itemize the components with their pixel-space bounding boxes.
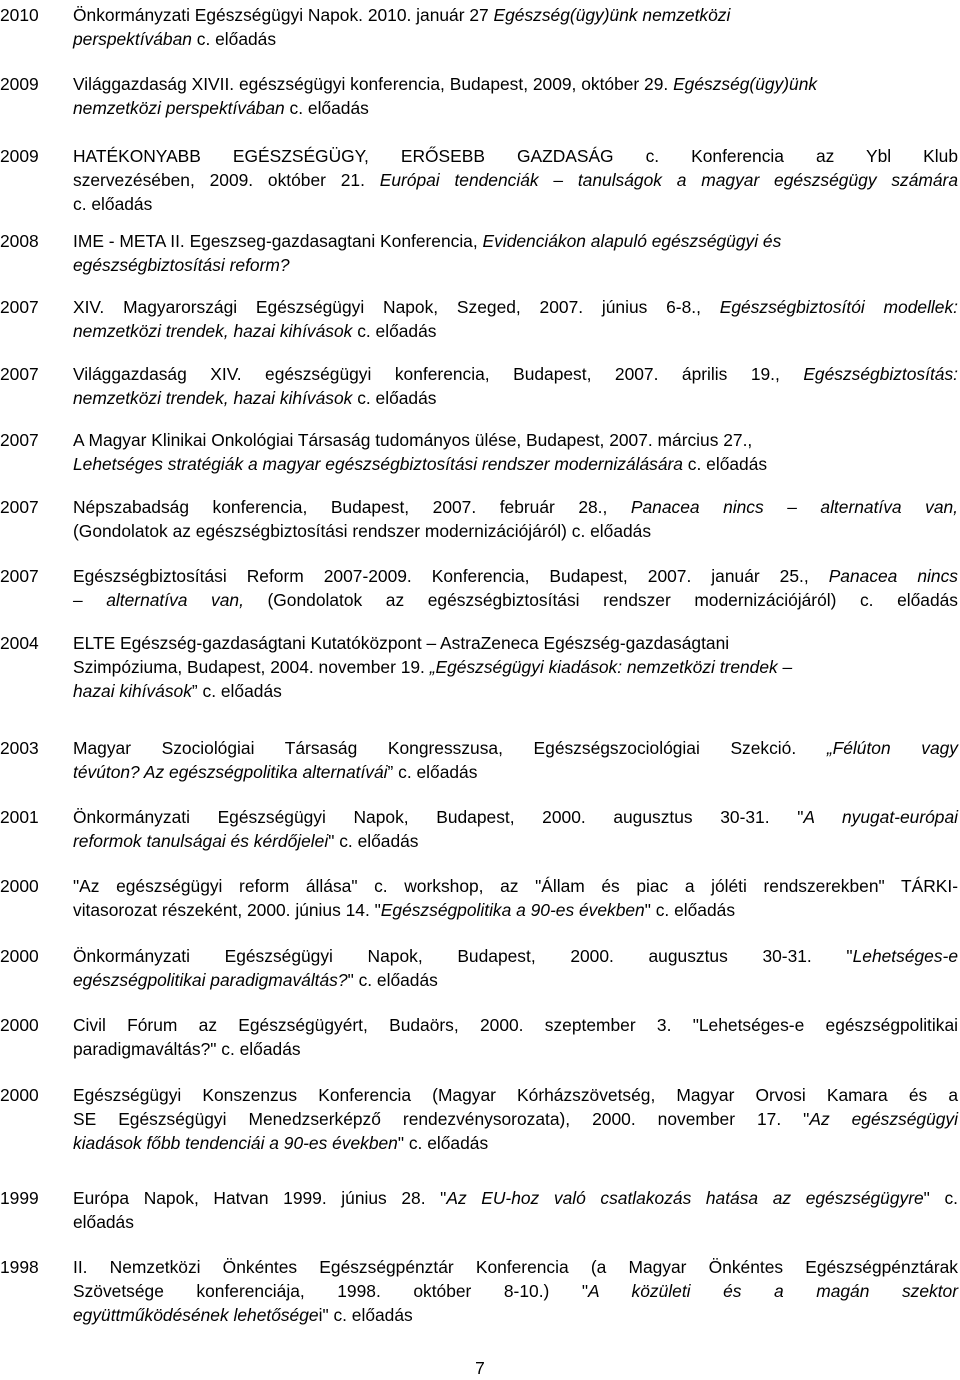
text-segment: A Magyar Klinikai Onkológiai Társaság tudományos ülése, Budapest, 2007. március 27., <box>73 430 753 450</box>
entry-year: 2003 <box>0 738 39 758</box>
entry-line <box>73 229 958 253</box>
entry-year: 2007 <box>0 497 39 517</box>
entry-line <box>73 1107 958 1131</box>
italic-title-segment: nemzetközi trendek, hazai kihívások <box>73 388 353 408</box>
text-segment: ” c. előadás <box>387 762 478 782</box>
entry-text <box>73 362 958 410</box>
text-segment: IME - META II. Egeszseg-gazdasagtani Konferencia, <box>73 231 483 251</box>
italic-title-segment: nemzetközi perspektívában <box>73 98 285 118</box>
italic-title-segment: perspektívában <box>73 29 192 49</box>
entry-line <box>73 96 958 120</box>
text-segment: ELTE Egészség-gazdaságtani Kutatóközpont – AstraZeneca Egészség-gazdaságtani <box>73 633 730 653</box>
entry-line <box>73 3 958 27</box>
italic-title-segment: Lehetséges stratégiák a magyar egészségbiztosítási rendszer modernizálására <box>73 454 683 474</box>
page-number: 7 <box>475 1358 485 1378</box>
entry-text <box>73 1013 958 1061</box>
italic-title-segment: Panacea nincs <box>828 566 958 586</box>
italic-title-segment: A közületi és a magán szektor <box>588 1281 958 1301</box>
entry-line <box>73 874 958 898</box>
entry-line <box>73 253 958 277</box>
italic-title-segment: reformok tanulságai és kérdőjelei <box>73 831 329 851</box>
text-segment: szervezésében, 2009. október 21. <box>73 170 380 190</box>
text-segment: II. Nemzetközi Önkéntes Egészségpénztár Konferencia (a Magyar Önkéntes Egészségpénztárak <box>73 1257 958 1277</box>
italic-title-segment: Egészségpolitika a 90-es években <box>380 900 645 920</box>
entry-year: 2000 <box>0 1085 39 1105</box>
italic-title-segment: Európai tendenciák – tanulságok a magyar egészségügy számára <box>379 170 958 190</box>
entry-line <box>73 495 958 519</box>
text-segment: c. előadás <box>682 454 768 474</box>
text-segment: " c. <box>923 1188 958 1208</box>
entry-line <box>73 386 958 410</box>
entry-text <box>73 805 958 853</box>
entry-line <box>73 968 958 992</box>
text-segment: Egészségbiztosítási Reform 2007-2009. Konferencia, Budapest, 2007. január 25., <box>73 566 829 586</box>
entry-text <box>73 1083 958 1155</box>
text-segment: HATÉKONYABB EGÉSZSÉGÜGY, ERŐSEBB GAZDASÁG c. Konferencia az Ybl Klub <box>73 146 958 166</box>
entry-line <box>73 1303 958 1327</box>
entry-line <box>73 805 958 829</box>
entry-year: 2007 <box>0 364 39 384</box>
italic-title-segment: Egészségbiztosítói modellek: <box>719 297 958 317</box>
entry-year: 1998 <box>0 1257 39 1277</box>
italic-title-segment: egészségbiztosítási reform? <box>73 255 290 275</box>
entry-line <box>73 679 958 703</box>
italic-title-segment: együttműködésének lehetősége <box>73 1305 319 1325</box>
entry-line <box>73 192 958 216</box>
entry-text <box>73 1186 958 1234</box>
italic-title-segment: Lehetséges-e <box>852 946 958 966</box>
text-segment: Szimpóziuma, Budapest, 2004. november 19. <box>73 657 430 677</box>
entry-text <box>73 1255 958 1327</box>
entry-line <box>73 655 958 679</box>
text-segment: Szövetsége konferenciája, 1998. október 8-10.) " <box>73 1281 589 1301</box>
text-segment: Világgazdaság XIVII. egészségügyi konferencia, Budapest, 2009, október 29. <box>73 74 674 94</box>
entry-text <box>73 229 958 277</box>
entry-year: 2000 <box>0 1015 39 1035</box>
entry-text <box>73 3 958 51</box>
text-segment: c. előadás <box>352 321 437 341</box>
entry-line <box>73 760 958 784</box>
entry-text <box>73 564 958 612</box>
entry-line <box>73 1279 958 1303</box>
entry-text <box>73 72 958 120</box>
entry-line <box>73 1255 958 1279</box>
entry-text <box>73 874 958 922</box>
italic-title-segment: Az EU-hoz való csatlakozás hatása az egészségügyre <box>446 1188 924 1208</box>
entry-year: 2007 <box>0 297 39 317</box>
italic-title-segment: „Egészségügyi kiadások: nemzetközi trendek – <box>429 657 793 677</box>
entry-line <box>73 452 958 476</box>
entry-line <box>73 144 958 168</box>
entry-line <box>73 631 958 655</box>
entry-line <box>73 519 958 543</box>
entry-line <box>73 72 958 96</box>
text-segment: Önkormányzati Egészségügyi Napok, Budapest, 2000. augusztus 30-31. " <box>73 946 853 966</box>
text-segment: " c. előadás <box>347 970 438 990</box>
italic-title-segment: Egészség(ügy)ünk nemzetközi <box>493 5 731 25</box>
entry-line <box>73 564 958 588</box>
text-segment: Népszabadság konferencia, Budapest, 2007. február 28., <box>73 497 631 517</box>
entry-line <box>73 898 958 922</box>
italic-title-segment: tévúton? Az egészségpolitika alternatívái <box>73 762 388 782</box>
entry-year: 2007 <box>0 430 39 450</box>
text-segment: c. előadás <box>73 194 153 214</box>
entry-line <box>73 588 958 612</box>
text-segment: előadás <box>73 1212 134 1232</box>
text-segment: c. előadás <box>284 98 369 118</box>
entry-year: 2007 <box>0 566 39 586</box>
text-segment: (Gondolatok az egészségbiztosítási rendszer modernizációjáról) c. előadás <box>243 590 958 610</box>
italic-title-segment: Panacea nincs – alternatíva van, <box>630 497 959 517</box>
text-segment: Önkormányzati Egészségügyi Napok, Budapest, 2000. augusztus 30-31. " <box>73 807 804 827</box>
entry-line <box>73 1083 958 1107</box>
italic-title-segment: hazai kihívások <box>73 681 192 701</box>
entry-year: 2009 <box>0 74 39 94</box>
entry-text <box>73 295 958 343</box>
text-segment: " c. előadás <box>397 1133 489 1153</box>
text-segment: paradigmaváltás?" c. előadás <box>73 1039 301 1059</box>
entry-text <box>73 495 958 543</box>
text-segment: SE Egészségügyi Menedzserképző rendezvénysorozata), 2000. november 17. " <box>73 1109 810 1129</box>
entry-line <box>73 362 958 386</box>
entry-line <box>73 428 958 452</box>
italic-title-segment: egészségpolitikai paradigmaváltás? <box>73 970 348 990</box>
entry-text <box>73 736 958 784</box>
entry-line <box>73 319 958 343</box>
entry-text <box>73 631 958 703</box>
entry-year: 1999 <box>0 1188 39 1208</box>
italic-title-segment: Evidenciákon alapuló egészségügyi és <box>482 231 782 251</box>
entry-line <box>73 829 958 853</box>
entry-year: 2004 <box>0 633 39 653</box>
entry-year: 2009 <box>0 146 39 166</box>
italic-title-segment: A nyugat-európai <box>803 807 958 827</box>
text-segment: i" c. előadás <box>318 1305 413 1325</box>
italic-title-segment: Egészség(ügy)ünk <box>673 74 818 94</box>
text-segment: XIV. Magyarországi Egészségügyi Napok, Szeged, 2007. június 6-8., <box>73 297 720 317</box>
text-segment: Európa Napok, Hatvan 1999. június 28. " <box>73 1188 447 1208</box>
italic-title-segment: kiadások főbb tendenciái a 90-es években <box>73 1133 398 1153</box>
italic-title-segment: „Félúton vagy <box>826 738 958 758</box>
text-segment: (Gondolatok az egészségbiztosítási rendszer modernizációjáról) c. előadás <box>73 521 652 541</box>
entry-line <box>73 1210 958 1234</box>
entry-line <box>73 168 958 192</box>
entry-line <box>73 27 958 51</box>
entry-line <box>73 736 958 760</box>
entry-line <box>73 1037 958 1061</box>
entry-line <box>73 1186 958 1210</box>
italic-title-segment: nemzetközi trendek, hazai kihívások <box>73 321 353 341</box>
entry-year: 2001 <box>0 807 39 827</box>
entry-line <box>73 295 958 319</box>
entry-text <box>73 944 958 992</box>
entry-year: 2010 <box>0 5 39 25</box>
entry-line <box>73 944 958 968</box>
entry-line <box>73 1013 958 1037</box>
text-segment: ” c. előadás <box>191 681 282 701</box>
entry-year: 2000 <box>0 946 39 966</box>
italic-title-segment: Az egészségügyi <box>809 1109 958 1129</box>
text-segment: Világgazdaság XIV. egészségügyi konferencia, Budapest, 2007. április 19., <box>73 364 804 384</box>
italic-title-segment: – alternatíva van, <box>73 590 244 610</box>
text-segment: Civil Fórum az Egészségügyért, Budaörs, 2000. szeptember 3. "Lehetséges-e egészségpolitikai <box>73 1015 958 1035</box>
entry-line <box>73 1131 958 1155</box>
text-segment: Egészségügyi Konszenzus Konferencia (Magyar Kórházszövetség, Magyar Orvosi Kamara és a <box>73 1085 958 1105</box>
entry-text <box>73 144 958 216</box>
text-segment: vitasorozat részeként, 2000. június 14. " <box>73 900 381 920</box>
entry-year: 2000 <box>0 876 39 896</box>
text-segment: " c. előadás <box>644 900 736 920</box>
text-segment: Önkormányzati Egészségügyi Napok. 2010. január 27 <box>73 5 494 25</box>
text-segment: c. előadás <box>191 29 277 49</box>
text-segment: " c. előadás <box>328 831 419 851</box>
text-segment: Magyar Szociológiai Társaság Kongresszusa, Egészségszociológiai Szekció. <box>73 738 827 758</box>
italic-title-segment: Egészségbiztosítás: <box>803 364 958 384</box>
text-segment: c. előadás <box>352 388 437 408</box>
entry-text <box>73 428 958 476</box>
entry-year: 2008 <box>0 231 39 251</box>
text-segment: "Az egészségügyi reform állása" c. workshop, az "Állam és piac a jóléti rendszerekben" TÁRKI- <box>73 876 958 896</box>
